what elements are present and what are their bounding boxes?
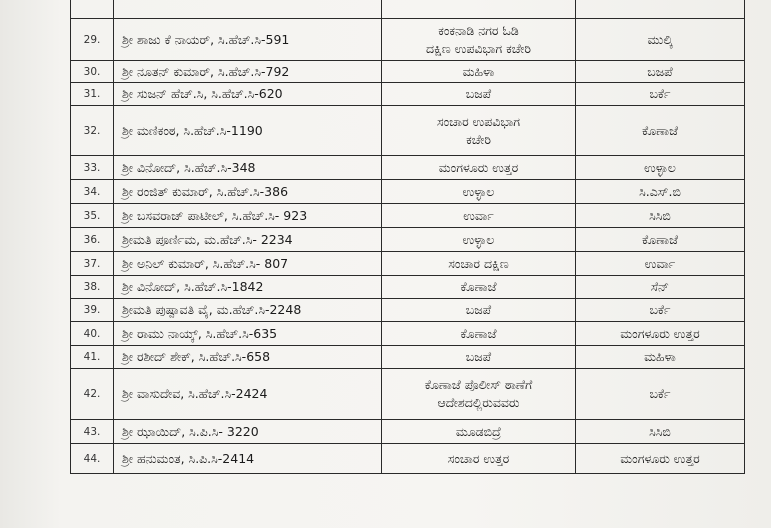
table-row (71, 180, 745, 204)
row-number: 36. (71, 228, 114, 252)
to-station: ಸಿಸಿಬಿ (576, 204, 745, 228)
to-station: ಮಂಗಳೂರು ಉತ್ತರ (576, 322, 745, 346)
row-number: 32. (71, 106, 114, 156)
to-station: ಸೆನ್ (576, 276, 745, 299)
row-number (71, 0, 114, 19)
row-number: 29. (71, 19, 114, 61)
from-station-line: ಸಂಚಾರ ಉಪವಿಭಾಗ (436, 113, 521, 129)
from-station (382, 346, 576, 369)
from-station-line: ಬಜಪೆ (465, 349, 492, 364)
from-station (382, 322, 576, 346)
officer-name: ಶ್ರೀ ವಿನೋದ್, ಸಿ.ಹೆಚ್.ಸಿ-348 (114, 156, 382, 180)
to-station: ಸಿಸಿಬಿ (576, 420, 745, 444)
row-number: 42. (71, 369, 114, 420)
to-station: ಸಿ.ಎಸ್.ಬಿ (576, 180, 745, 204)
from-station (382, 369, 576, 420)
row-number: 35. (71, 204, 114, 228)
to-station: ಮಂಗಳೂರು ಉತ್ತರ (576, 444, 745, 474)
from-station-line: ಮಂಗಳೂರು ಉತ್ತರ (438, 159, 519, 175)
table-row (71, 252, 745, 276)
table-row (71, 19, 745, 61)
officer-name: ಶ್ರೀ ಸುಜನ್ ಹೆಚ್.ಸಿ, ಸಿ.ಹೆಚ್.ಸಿ-620 (114, 83, 382, 106)
to-station: ಕೊಣಾಜೆ (576, 106, 745, 156)
from-station-line: ಕೊಣಾಜೆ ಪೊಲೀಸ್ ಠಾಣೆಗೆ (424, 377, 533, 392)
to-station: ಕೊಣಾಜೆ (576, 228, 745, 252)
officer-name: ಶ್ರೀ ರಾಮು ನಾಯ್ಕ್, ಸಿ.ಹೆಚ್.ಸಿ-635 (114, 322, 382, 346)
officer-name: ಶ್ರೀಮತಿ ಪೂರ್ಣಿಮ, ಮ.ಹೆಚ್.ಸಿ- 2234 (114, 228, 382, 252)
transfer-table (70, 0, 745, 474)
from-station-line: ಮಹಿಳಾ (462, 63, 495, 79)
table-row (71, 228, 745, 252)
table-row (71, 0, 745, 19)
table-row (71, 156, 745, 180)
table-row (71, 420, 745, 444)
officer-name: ಶ್ರೀ ಅನಿಲ್ ಕುಮಾರ್, ಸಿ.ಹೆಚ್.ಸಿ- 807 (114, 252, 382, 276)
from-station-line: ಕಚೇರಿ (466, 131, 491, 147)
to-station: ಬರ್ಕೆ (576, 83, 745, 106)
row-number: 41. (71, 346, 114, 369)
row-number: 30. (71, 61, 114, 83)
officer-name: ಶ್ರೀ ಬಸವರಾಜ್ ಪಾಟೀಲ್, ಸಿ.ಹೆಚ್.ಸಿ- 923 (114, 204, 382, 228)
from-station-line: ಉರ್ವಾ (463, 207, 494, 223)
from-station (382, 61, 576, 83)
to-station: ಉರ್ವಾ (576, 252, 745, 276)
from-station-line: ಕೊಣಾಜೆ (460, 325, 497, 341)
row-number: 33. (71, 156, 114, 180)
table-row (71, 83, 745, 106)
from-station-line: ಸಂಚಾರ ದಕ್ಷಿಣ (448, 255, 509, 271)
officer-name: ಶ್ರೀ ಶಾಜು ಕೆ ನಾಯರ್, ಸಿ.ಹೆಚ್.ಸಿ-591 (114, 19, 382, 61)
from-station (382, 83, 576, 106)
to-station: ಬರ್ಕೆ (576, 299, 745, 322)
row-number: 34. (71, 180, 114, 204)
from-station-line: ಮೂಡಬಿದ್ರೆ (455, 423, 502, 439)
officer-name: ಶ್ರೀ ಹನುಮಂತ, ಸಿ.ಪಿ.ಸಿ-2414 (114, 444, 382, 474)
table-row (71, 299, 745, 322)
officer-name: ಶ್ರೀ ರಂಜಿತ್ ಕುಮಾರ್, ಸಿ.ಹೆಚ್.ಸಿ-386 (114, 180, 382, 204)
table-row (71, 444, 745, 474)
from-station-line: ಆದೇಶದಲ್ಲಿರುವವರು (437, 395, 520, 410)
to-station: ಉಳ್ಳಾಲ (576, 156, 745, 180)
to-station: ಬರ್ಕೆ (576, 369, 745, 420)
from-station-line: ಉಳ್ಳಾಲ (462, 183, 495, 199)
row-number: 39. (71, 299, 114, 322)
from-station (382, 299, 576, 322)
row-number: 38. (71, 276, 114, 299)
transfer-table-body (71, 0, 745, 474)
from-station-line: ಕೊಣಾಜೆ (460, 279, 497, 294)
from-station-line: ಬಜಪೆ (465, 86, 492, 101)
table-row (71, 322, 745, 346)
row-number: 31. (71, 83, 114, 106)
to-station: ಬಜಪೆ (576, 61, 745, 83)
officer-name: ಶ್ರೀ ಝಾಯಿದ್, ಸಿ.ಪಿ.ಸಿ- 3220 (114, 420, 382, 444)
table-row (71, 106, 745, 156)
row-number: 37. (71, 252, 114, 276)
row-number: 40. (71, 322, 114, 346)
to-station: ಮುಲ್ಕಿ (576, 19, 745, 61)
table-row (71, 276, 745, 299)
table-row (71, 204, 745, 228)
from-station (382, 276, 576, 299)
from-station (382, 252, 576, 276)
from-station (382, 180, 576, 204)
from-station (382, 420, 576, 444)
from-station-line: ಬಜಪೆ (465, 302, 492, 317)
table-row (71, 369, 745, 420)
from-station (382, 19, 576, 61)
row-number: 43. (71, 420, 114, 444)
from-station (382, 156, 576, 180)
officer-name: ಶ್ರೀಮತಿ ಪುಷ್ಪಾವತಿ ವೈ, ಮ.ಹೆಚ್.ಸಿ-2248 (114, 299, 382, 322)
from-station (382, 228, 576, 252)
from-station-line: ಉಳ್ಳಾಲ (462, 231, 495, 247)
officer-name: ಶ್ರೀ ವಾಸುದೇವ, ಸಿ.ಹೆಚ್.ಸಿ-2424 (114, 369, 382, 420)
officer-name: ಶ್ರೀ ಮಣಿಕಂಠ, ಸಿ.ಹೆಚ್.ಸಿ-1190 (114, 106, 382, 156)
from-station-line: ಕಂಕನಾಡಿ ನಗರ ಓಡಿ (438, 22, 519, 38)
from-station (382, 0, 576, 19)
table-row (71, 346, 745, 369)
table-row (71, 61, 745, 83)
row-number: 44. (71, 444, 114, 474)
to-station (576, 0, 745, 19)
to-station: ಮಹಿಳಾ (576, 346, 745, 369)
from-station (382, 444, 576, 474)
officer-name: ಶ್ರೀ ನೂತನ್ ಕುಮಾರ್, ಸಿ.ಹೆಚ್.ಸಿ-792 (114, 61, 382, 83)
from-station-line: ದಕ್ಷಿಣ ಉಪವಿಭಾಗ ಕಚೇರಿ (426, 40, 531, 56)
officer-name (114, 0, 382, 19)
from-station-line: ಸಂಚಾರ ಉತ್ತರ (447, 450, 510, 466)
officer-name: ಶ್ರೀ ವಿನೋದ್, ಸಿ.ಹೆಚ್.ಸಿ-1842 (114, 276, 382, 299)
from-station (382, 204, 576, 228)
from-station (382, 106, 576, 156)
officer-name: ಶ್ರೀ ರಶೀದ್ ಶೇಕ್, ಸಿ.ಹೆಚ್.ಸಿ-658 (114, 346, 382, 369)
